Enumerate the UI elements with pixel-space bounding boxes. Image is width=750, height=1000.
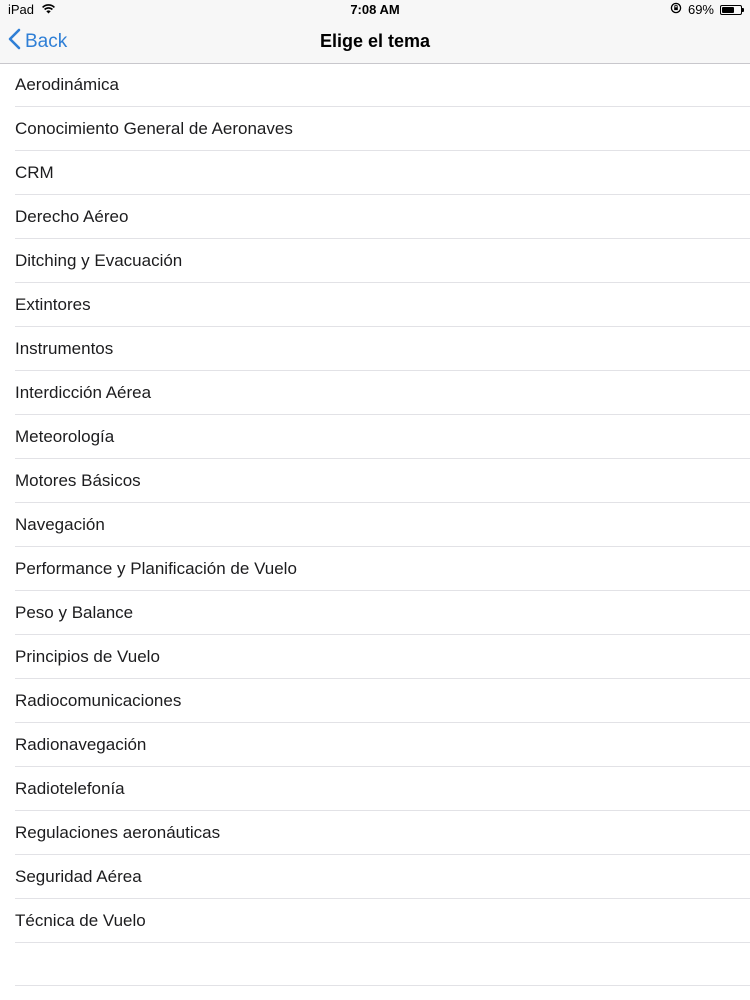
topic-list-item[interactable]: [15, 239, 750, 283]
topic-list-item[interactable]: [15, 415, 750, 459]
topic-list: [0, 63, 750, 943]
topic-list-item[interactable]: [15, 547, 750, 591]
back-label: Back: [25, 30, 68, 52]
topic-list-item[interactable]: [15, 679, 750, 723]
list-bottom-separator: [15, 985, 750, 986]
topic-label: Aerodinámica: [15, 74, 119, 94]
topic-label: Performance y Planificación de Vuelo: [15, 558, 297, 578]
topic-label: Navegación: [15, 514, 105, 534]
topic-list-item[interactable]: [15, 107, 750, 151]
topic-label: Regulaciones aeronáuticas: [15, 822, 221, 842]
topic-label: Extintores: [15, 294, 91, 314]
topic-label: Derecho Aéreo: [15, 206, 129, 226]
battery-icon: [720, 5, 742, 15]
page-title: Elige el tema: [319, 31, 431, 51]
topic-list-item[interactable]: [15, 63, 750, 107]
topic-label: Principios de Vuelo: [15, 646, 160, 666]
topic-list-item[interactable]: [15, 811, 750, 855]
topic-list-item[interactable]: [15, 151, 750, 195]
topic-label: Meteorología: [15, 426, 115, 446]
navigation-bar: [0, 20, 750, 64]
status-right: [670, 2, 742, 17]
topic-list-item[interactable]: [15, 503, 750, 547]
topic-list-item[interactable]: [15, 855, 750, 899]
topic-list-item[interactable]: [15, 195, 750, 239]
topic-list-item[interactable]: [15, 459, 750, 503]
topic-list-item[interactable]: [15, 327, 750, 371]
topic-label: Radiocomunicaciones: [15, 690, 182, 710]
topic-label: Conocimiento General de Aeronaves: [15, 118, 293, 138]
topic-label: Radiotelefonía: [15, 778, 125, 798]
topic-list-item[interactable]: [15, 899, 750, 943]
device-label: iPad: [8, 2, 35, 17]
topic-label: Interdicción Aérea: [15, 382, 152, 402]
topic-list-item[interactable]: [15, 283, 750, 327]
topic-list-item[interactable]: [15, 591, 750, 635]
topic-label: CRM: [15, 162, 54, 182]
status-time: 7:08 AM: [350, 2, 400, 17]
orientation-lock-icon: [670, 2, 682, 17]
topic-list-item[interactable]: [15, 723, 750, 767]
battery-fill: [722, 7, 734, 13]
battery-percent: 69%: [687, 2, 714, 17]
topic-label: Técnica de Vuelo: [15, 910, 146, 930]
topic-label: Ditching y Evacuación: [15, 250, 183, 270]
topic-list-item[interactable]: [15, 371, 750, 415]
topic-list-item[interactable]: [15, 767, 750, 811]
topic-label: Radionavegación: [15, 734, 147, 754]
topic-label: Seguridad Aérea: [15, 866, 142, 886]
topic-label: Instrumentos: [15, 338, 114, 358]
topic-label: Peso y Balance: [15, 602, 134, 622]
battery-tip: [742, 8, 744, 12]
topic-list-item[interactable]: [15, 635, 750, 679]
status-bar: [0, 0, 750, 20]
topic-label: Motores Básicos: [15, 470, 141, 490]
